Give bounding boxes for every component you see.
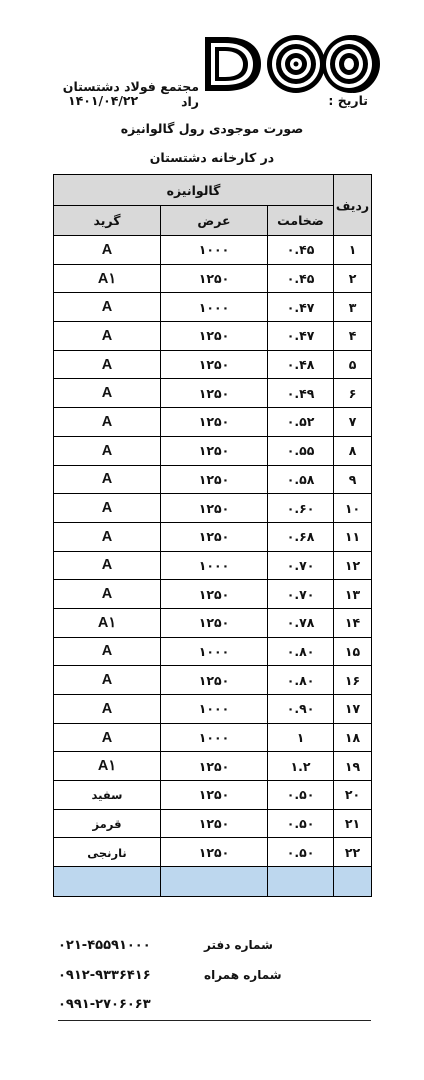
grade-cell bbox=[54, 494, 161, 523]
width-cell bbox=[161, 723, 268, 752]
width-cell-text: ۱۲۵۰ bbox=[198, 414, 230, 430]
row-number-cell-text: ۸ bbox=[348, 443, 357, 459]
thickness-cell-text: ۰.۹۰ bbox=[286, 701, 315, 717]
grade-cell bbox=[54, 580, 161, 609]
thickness-cell-text: ۰.۷۰ bbox=[286, 557, 315, 573]
table-row bbox=[54, 522, 372, 551]
width-cell-text: ۱۰۰۰ bbox=[198, 299, 230, 315]
table-row bbox=[54, 608, 372, 637]
row-number-cell bbox=[334, 608, 372, 637]
thickness-cell bbox=[268, 264, 334, 293]
thickness-cell-text: ۰.۴۷ bbox=[286, 328, 315, 344]
row-number-cell bbox=[334, 293, 372, 322]
width-cell bbox=[161, 781, 268, 810]
date-value: ۱۴۰۱/۰۴/۲۲ bbox=[68, 93, 139, 108]
row-number-cell bbox=[334, 666, 372, 695]
table-row bbox=[54, 379, 372, 408]
table-row bbox=[54, 838, 372, 867]
column-header-width: عرض bbox=[161, 206, 268, 236]
column-header-grade: گرید bbox=[54, 206, 161, 236]
page-subtitle: در کارخانه دشتستان bbox=[149, 150, 275, 165]
thickness-cell bbox=[268, 436, 334, 465]
grade-cell bbox=[54, 293, 161, 322]
row-number-cell bbox=[334, 236, 372, 265]
width-cell-text: ۱۲۵۰ bbox=[198, 844, 230, 860]
grade-cell-text: A bbox=[101, 356, 113, 373]
grade-cell-text: A bbox=[101, 299, 113, 316]
thickness-cell-text: ۰.۶۰ bbox=[286, 500, 315, 516]
row-number-cell-text: ۴ bbox=[348, 328, 357, 344]
table-row bbox=[54, 436, 372, 465]
thickness-cell-text: ۰.۵۸ bbox=[286, 471, 315, 487]
grade-cell-text: A bbox=[101, 241, 113, 258]
row-number-cell bbox=[334, 350, 372, 379]
table-row bbox=[54, 723, 372, 752]
thickness-cell bbox=[268, 522, 334, 551]
empty-cell bbox=[161, 867, 268, 897]
width-cell bbox=[161, 494, 268, 523]
width-cell bbox=[161, 379, 268, 408]
width-cell bbox=[161, 637, 268, 666]
row-number-cell bbox=[334, 580, 372, 609]
width-cell bbox=[161, 666, 268, 695]
width-cell-text: ۱۰۰۰ bbox=[198, 701, 230, 717]
grade-cell bbox=[54, 236, 161, 265]
row-number-cell bbox=[334, 264, 372, 293]
thickness-cell bbox=[268, 465, 334, 494]
row-number-cell bbox=[334, 838, 372, 867]
width-cell bbox=[161, 350, 268, 379]
row-number-cell-text: ۱۶ bbox=[344, 672, 361, 688]
width-cell-text: ۱۲۵۰ bbox=[198, 471, 230, 487]
inventory-table bbox=[53, 174, 372, 897]
grade-cell bbox=[54, 408, 161, 437]
row-number-cell-text: ۱۰ bbox=[344, 500, 361, 516]
width-cell bbox=[161, 522, 268, 551]
thickness-cell bbox=[268, 322, 334, 351]
width-cell-text: ۱۲۵۰ bbox=[198, 586, 230, 602]
thickness-cell bbox=[268, 723, 334, 752]
width-cell bbox=[161, 264, 268, 293]
width-cell bbox=[161, 408, 268, 437]
row-number-cell-text: ۱۸ bbox=[344, 730, 361, 746]
table-row bbox=[54, 236, 372, 265]
width-cell bbox=[161, 436, 268, 465]
office-number: ۰۲۱-۴۵۵۹۱۰۰۰ bbox=[58, 938, 151, 953]
row-number-cell-text: ۱۴ bbox=[344, 615, 361, 631]
row-number-cell-text: ۲۲ bbox=[344, 844, 361, 860]
table-row bbox=[54, 350, 372, 379]
thickness-cell-text: ۰.۵۰ bbox=[286, 844, 315, 860]
width-cell-text: ۱۲۵۰ bbox=[198, 271, 230, 287]
width-cell bbox=[161, 551, 268, 580]
width-cell bbox=[161, 465, 268, 494]
empty-cell bbox=[54, 867, 161, 897]
row-number-cell-text: ۲ bbox=[348, 271, 357, 287]
empty-cell bbox=[334, 867, 372, 897]
thickness-cell-text: ۰.۸۰ bbox=[286, 672, 315, 688]
width-cell bbox=[161, 809, 268, 838]
table-row bbox=[54, 666, 372, 695]
grade-cell bbox=[54, 264, 161, 293]
empty-highlight-row bbox=[54, 867, 372, 897]
thickness-cell-text: ۰.۴۵ bbox=[286, 271, 315, 287]
width-cell-text: ۱۲۵۰ bbox=[198, 328, 230, 344]
row-number-cell-text: ۱۱ bbox=[344, 529, 361, 545]
grade-cell-text: A bbox=[101, 672, 113, 689]
thickness-cell-text: ۰.۷۰ bbox=[286, 586, 315, 602]
empty-cell bbox=[268, 867, 334, 897]
width-cell-text: ۱۰۰۰ bbox=[198, 730, 230, 746]
thickness-cell bbox=[268, 551, 334, 580]
row-number-cell bbox=[334, 465, 372, 494]
thickness-cell-text: ۰.۴۸ bbox=[286, 357, 315, 373]
width-cell bbox=[161, 322, 268, 351]
grade-cell-text: A bbox=[101, 442, 113, 459]
column-header-thickness: ضخامت bbox=[268, 206, 334, 236]
row-number-cell bbox=[334, 436, 372, 465]
thickness-cell-text: ۰.۸۰ bbox=[286, 643, 315, 659]
grade-cell-text: A۱ bbox=[97, 614, 117, 631]
width-cell bbox=[161, 838, 268, 867]
grade-cell-text: A bbox=[101, 700, 113, 717]
column-header-row-number: ردیف bbox=[334, 175, 372, 236]
grade-cell-text: A bbox=[101, 327, 113, 344]
width-cell bbox=[161, 752, 268, 781]
grade-cell bbox=[54, 522, 161, 551]
row-number-cell bbox=[334, 494, 372, 523]
row-number-cell-text: ۱۷ bbox=[344, 701, 361, 717]
grade-cell-text: A۱ bbox=[97, 758, 117, 775]
grade-cell bbox=[54, 752, 161, 781]
grade-cell bbox=[54, 350, 161, 379]
grade-cell bbox=[54, 637, 161, 666]
grade-cell bbox=[54, 666, 161, 695]
office-contact bbox=[58, 938, 378, 958]
grade-cell-text: A bbox=[101, 528, 113, 545]
thickness-cell bbox=[268, 379, 334, 408]
grade-cell-text: A bbox=[101, 413, 113, 430]
date-row bbox=[68, 93, 368, 111]
office-label: شماره دفتر bbox=[204, 938, 273, 952]
thickness-cell bbox=[268, 695, 334, 724]
table-row bbox=[54, 465, 372, 494]
table-row bbox=[54, 264, 372, 293]
row-number-cell-text: ۶ bbox=[348, 385, 357, 401]
table-row bbox=[54, 551, 372, 580]
row-number-cell bbox=[334, 379, 372, 408]
thickness-cell-text: ۱ bbox=[296, 730, 305, 746]
grade-cell bbox=[54, 436, 161, 465]
width-cell-text: ۱۲۵۰ bbox=[198, 672, 230, 688]
grade-cell-text: سفید bbox=[91, 788, 123, 803]
thickness-cell bbox=[268, 781, 334, 810]
width-cell bbox=[161, 293, 268, 322]
company-logo bbox=[203, 33, 381, 95]
width-cell-text: ۱۲۵۰ bbox=[198, 816, 230, 832]
grade-cell-text: A bbox=[101, 586, 113, 603]
row-number-cell-text: ۱۵ bbox=[344, 643, 361, 659]
row-number-cell bbox=[334, 781, 372, 810]
thickness-cell bbox=[268, 494, 334, 523]
width-cell-text: ۱۲۵۰ bbox=[198, 385, 230, 401]
grade-cell bbox=[54, 838, 161, 867]
row-number-cell-text: ۵ bbox=[348, 357, 357, 373]
grade-cell-text: A bbox=[101, 557, 113, 574]
table-row bbox=[54, 695, 372, 724]
row-number-cell-text: ۱ bbox=[348, 242, 357, 258]
grade-cell-text: A bbox=[101, 729, 113, 746]
width-cell-text: ۱۰۰۰ bbox=[198, 557, 230, 573]
thickness-cell-text: ۱.۲ bbox=[290, 758, 311, 774]
row-number-cell-text: ۱۲ bbox=[344, 557, 361, 573]
grade-cell-text: نارنجی bbox=[87, 845, 127, 860]
mobile-number-2: ۰۹۹۱-۲۷۰۶۰۶۳ bbox=[58, 997, 151, 1012]
thickness-cell-text: ۰.۷۸ bbox=[286, 615, 315, 631]
table-row bbox=[54, 809, 372, 838]
table-body bbox=[54, 236, 372, 897]
thickness-cell bbox=[268, 580, 334, 609]
table-row bbox=[54, 781, 372, 810]
grade-cell bbox=[54, 465, 161, 494]
row-number-cell-text: ۲۱ bbox=[344, 816, 361, 832]
row-number-cell-text: ۱۹ bbox=[344, 758, 361, 774]
grade-cell bbox=[54, 723, 161, 752]
thickness-cell-text: ۰.۵۰ bbox=[286, 816, 315, 832]
grade-cell bbox=[54, 809, 161, 838]
thickness-cell-text: ۰.۴۷ bbox=[286, 299, 315, 315]
mobile-number-1: ۰۹۱۲-۹۳۳۶۴۱۶ bbox=[58, 968, 151, 983]
width-cell-text: ۱۲۵۰ bbox=[198, 357, 230, 373]
thickness-cell bbox=[268, 408, 334, 437]
table-row bbox=[54, 293, 372, 322]
bottom-divider bbox=[58, 1020, 371, 1021]
row-number-cell bbox=[334, 809, 372, 838]
thickness-cell bbox=[268, 236, 334, 265]
contact-info bbox=[58, 938, 378, 1028]
width-cell bbox=[161, 580, 268, 609]
row-number-cell bbox=[334, 408, 372, 437]
thickness-cell-text: ۰.۴۹ bbox=[286, 385, 315, 401]
grade-cell-text: A bbox=[101, 385, 113, 402]
thickness-cell bbox=[268, 637, 334, 666]
grade-cell bbox=[54, 695, 161, 724]
grade-cell-text: قرمز bbox=[92, 817, 122, 832]
thickness-cell bbox=[268, 666, 334, 695]
row-number-cell bbox=[334, 322, 372, 351]
company-name: مجتمع فولاد دشتستان راد bbox=[62, 79, 199, 109]
thickness-cell-text: ۰.۴۵ bbox=[286, 242, 315, 258]
thickness-cell-text: ۰.۵۰ bbox=[286, 787, 315, 803]
width-cell bbox=[161, 608, 268, 637]
row-number-cell bbox=[334, 637, 372, 666]
grade-cell bbox=[54, 322, 161, 351]
grade-cell bbox=[54, 551, 161, 580]
width-cell-text: ۱۲۵۰ bbox=[198, 443, 230, 459]
grade-cell-text: A۱ bbox=[97, 270, 117, 287]
table-row bbox=[54, 494, 372, 523]
grade-cell-text: A bbox=[101, 643, 113, 660]
thickness-cell bbox=[268, 809, 334, 838]
thickness-cell bbox=[268, 293, 334, 322]
grade-cell bbox=[54, 379, 161, 408]
page-title: صورت موجودی رول گالوانیزه bbox=[120, 121, 304, 136]
thickness-cell-text: ۰.۵۲ bbox=[286, 414, 315, 430]
grade-cell-text: A bbox=[101, 500, 113, 517]
grade-cell bbox=[54, 781, 161, 810]
grade-cell-text: A bbox=[101, 471, 113, 488]
thickness-cell bbox=[268, 608, 334, 637]
width-cell-text: ۱۲۵۰ bbox=[198, 787, 230, 803]
width-cell bbox=[161, 236, 268, 265]
group-header: گالوانیزه bbox=[54, 175, 334, 206]
thickness-cell bbox=[268, 838, 334, 867]
row-number-cell-text: ۹ bbox=[348, 471, 357, 487]
row-number-cell-text: ۱۳ bbox=[344, 586, 361, 602]
grade-cell bbox=[54, 608, 161, 637]
thickness-cell bbox=[268, 752, 334, 781]
width-cell-text: ۱۲۵۰ bbox=[198, 529, 230, 545]
date-label: تاریخ : bbox=[328, 93, 368, 108]
row-number-cell bbox=[334, 551, 372, 580]
table-row bbox=[54, 637, 372, 666]
mobile-contact-2 bbox=[58, 997, 378, 1017]
mobile-label: شماره همراه bbox=[204, 968, 282, 982]
row-number-cell-text: ۷ bbox=[348, 414, 357, 430]
width-cell-text: ۱۲۵۰ bbox=[198, 758, 230, 774]
width-cell bbox=[161, 695, 268, 724]
width-cell-text: ۱۲۵۰ bbox=[198, 500, 230, 516]
table-row bbox=[54, 752, 372, 781]
row-number-cell bbox=[334, 522, 372, 551]
table-row bbox=[54, 580, 372, 609]
mobile-contact bbox=[58, 968, 378, 988]
width-cell-text: ۱۰۰۰ bbox=[198, 643, 230, 659]
row-number-cell bbox=[334, 723, 372, 752]
thickness-cell bbox=[268, 350, 334, 379]
row-number-cell bbox=[334, 695, 372, 724]
row-number-cell-text: ۲۰ bbox=[344, 787, 361, 803]
table-row bbox=[54, 408, 372, 437]
thickness-cell-text: ۰.۵۵ bbox=[286, 443, 315, 459]
table-row bbox=[54, 322, 372, 351]
row-number-cell bbox=[334, 752, 372, 781]
width-cell-text: ۱۰۰۰ bbox=[198, 242, 230, 258]
width-cell-text: ۱۲۵۰ bbox=[198, 615, 230, 631]
thickness-cell-text: ۰.۶۸ bbox=[286, 529, 315, 545]
row-number-cell-text: ۳ bbox=[348, 299, 357, 315]
